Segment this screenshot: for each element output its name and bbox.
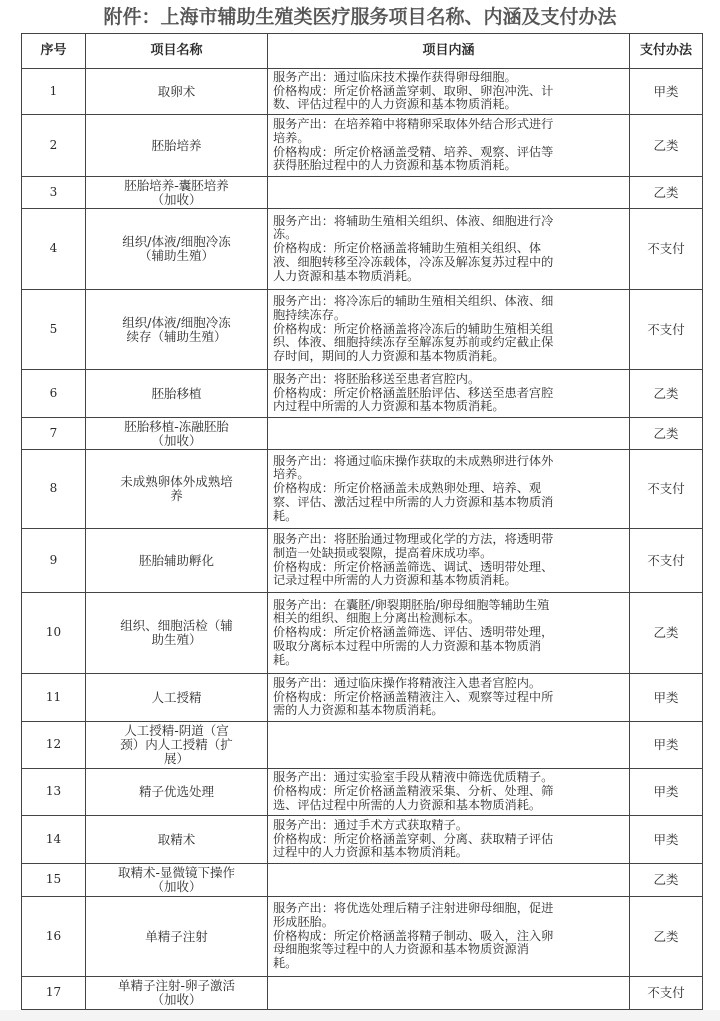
row-number: 15 bbox=[22, 864, 86, 897]
table-row bbox=[22, 529, 703, 593]
item-content-line: 需的人力资源和基本物质消耗。 bbox=[273, 703, 444, 718]
row-number: 6 bbox=[22, 370, 86, 418]
header-content: 项目内涵 bbox=[268, 34, 630, 69]
payment-method: 甲类 bbox=[630, 722, 703, 769]
item-content-line: 察、评估、激活过程中所需的人力资源和基本物质消 bbox=[273, 494, 554, 509]
table-row bbox=[22, 69, 703, 115]
item-content bbox=[268, 209, 630, 290]
header-no: 序号 bbox=[22, 34, 86, 69]
item-name-line: 取精术-显微镜下操作 bbox=[117, 865, 235, 881]
item-name bbox=[86, 418, 268, 450]
item-content bbox=[268, 864, 630, 897]
item-content-line: 存时间，期间的人力资源和基本物质消耗。 bbox=[273, 349, 505, 364]
row-number: 3 bbox=[22, 177, 86, 209]
item-content bbox=[268, 977, 630, 1010]
item-name bbox=[86, 864, 268, 897]
item-name-line: 胚胎移植 bbox=[151, 385, 202, 401]
item-name bbox=[86, 722, 268, 769]
item-name-line: 取精术 bbox=[157, 831, 196, 847]
item-content-line: 吸取分离标本过程中所需的人力资源和基本物质消 bbox=[273, 638, 542, 653]
item-name-line: （辅助生殖） bbox=[138, 248, 214, 263]
row-number: 17 bbox=[22, 977, 86, 1010]
item-content-line: 制造一处缺损或裂隙，提高着床成功率。 bbox=[273, 545, 493, 560]
item-content bbox=[268, 177, 630, 209]
row-number: 12 bbox=[22, 722, 86, 769]
row-number: 2 bbox=[22, 115, 86, 177]
service-items-table bbox=[21, 33, 703, 1010]
item-content bbox=[268, 418, 630, 450]
item-content-line: 服务产出：将胚胎移送至患者宫腔内。 bbox=[273, 371, 481, 386]
item-content bbox=[268, 722, 630, 769]
item-content-line: 培养。 bbox=[273, 467, 310, 482]
table-row bbox=[22, 722, 703, 769]
row-number: 5 bbox=[22, 290, 86, 370]
payment-method: 不支付 bbox=[630, 290, 703, 370]
item-content-line: 服务产出：在培养箱中将精卵采取体外结合形式进行 bbox=[273, 116, 554, 131]
payment-method: 乙类 bbox=[630, 418, 703, 450]
item-content-line: 服务产出：将优选处理后精子注射进卵母细胞，促进 bbox=[273, 901, 554, 915]
item-content-line: 数、评估过程中的人力资源和基本物质消耗。 bbox=[273, 97, 517, 112]
item-content-line: 母细胞浆等过程中的人力资源和基本物质资源消 bbox=[273, 942, 529, 957]
item-content-line: 价格构成：所定价格涵盖受精、培养、观察、评估等 bbox=[273, 144, 554, 159]
item-content-line: 价格构成：所定价格涵盖将精子制动、吸入，注入卵 bbox=[273, 928, 554, 943]
item-name-line: （加收） bbox=[151, 879, 202, 894]
item-name-line: 未成熟卵体外成熟培 bbox=[120, 474, 233, 490]
item-content bbox=[268, 897, 630, 977]
item-name bbox=[86, 115, 268, 177]
item-content bbox=[268, 593, 630, 674]
item-name-line: 颈）内人工授精（扩 bbox=[120, 737, 233, 753]
item-name bbox=[86, 674, 268, 722]
table-row bbox=[22, 769, 703, 816]
payment-method: 不支付 bbox=[630, 209, 703, 290]
row-number: 9 bbox=[22, 529, 86, 593]
item-content bbox=[268, 674, 630, 722]
item-name-line: （加收） bbox=[151, 432, 202, 448]
payment-method: 甲类 bbox=[630, 816, 703, 864]
row-number: 4 bbox=[22, 209, 86, 290]
item-name-line: 组织、细胞活检（辅 bbox=[120, 618, 233, 634]
item-content bbox=[268, 115, 630, 177]
item-name-line: （加收） bbox=[151, 992, 202, 1007]
item-name-line: 单精子注射 bbox=[145, 928, 208, 944]
row-number: 10 bbox=[22, 593, 86, 674]
item-name bbox=[86, 450, 268, 529]
item-name-line: 人工授精-阴道（宫 bbox=[124, 723, 229, 739]
table-row bbox=[22, 977, 703, 1010]
item-content-line: 服务产出：将辅助生殖相关组织、体液、细胞进行冷 bbox=[273, 213, 554, 228]
item-content-line: 价格构成：所定价格涵盖未成熟卵处理、培养、观 bbox=[273, 481, 542, 496]
row-number: 8 bbox=[22, 450, 86, 529]
item-name-line: 精子优选处理 bbox=[138, 784, 214, 800]
item-content-line: 人力资源和基本物质消耗。 bbox=[273, 268, 420, 283]
table-body bbox=[22, 69, 703, 1010]
item-name bbox=[86, 897, 268, 977]
item-name-line: 胚胎培养 bbox=[151, 137, 202, 153]
item-content-line: 耗。 bbox=[273, 508, 298, 523]
item-name bbox=[86, 769, 268, 816]
item-name-line: 人工授精 bbox=[151, 689, 202, 705]
item-content-line: 服务产出：将通过临床操作获取的未成熟卵进行体外 bbox=[273, 453, 554, 468]
item-content bbox=[268, 816, 630, 864]
payment-method: 不支付 bbox=[630, 977, 703, 1010]
item-content-line: 胞持续冻存。 bbox=[273, 307, 347, 322]
item-content-line: 价格构成：所定价格涵盖将冷冻后的辅助生殖相关组 bbox=[273, 321, 554, 336]
payment-method: 乙类 bbox=[630, 593, 703, 674]
item-content-line: 服务产出：将胚胎通过物理或化学的方法，将透明带 bbox=[273, 531, 554, 546]
item-content bbox=[268, 769, 630, 816]
item-name bbox=[86, 816, 268, 864]
item-name-line: 取卵术 bbox=[157, 83, 196, 99]
item-name bbox=[86, 977, 268, 1010]
payment-method: 甲类 bbox=[630, 69, 703, 115]
payment-method: 不支付 bbox=[630, 450, 703, 529]
row-number: 14 bbox=[22, 816, 86, 864]
table-row bbox=[22, 897, 703, 977]
item-name-line: 助生殖） bbox=[151, 632, 202, 647]
item-content-line: 培养。 bbox=[273, 130, 310, 145]
table-row bbox=[22, 370, 703, 418]
item-content bbox=[268, 450, 630, 529]
payment-method: 乙类 bbox=[630, 864, 703, 897]
item-content-line: 相关的组织、细胞上分离出检测标本。 bbox=[273, 611, 481, 626]
item-content-line: 价格构成：所定价格涵盖胚胎评估、移送至患者宫腔 bbox=[273, 385, 554, 400]
item-content-line: 价格构成：所定价格涵盖穿刺、取卵、卵泡冲洗、计 bbox=[273, 83, 554, 98]
item-name bbox=[86, 209, 268, 290]
item-content-line: 内过程中所需的人力资源和基本物质消耗。 bbox=[273, 399, 505, 414]
item-content bbox=[268, 529, 630, 593]
payment-method: 乙类 bbox=[630, 370, 703, 418]
page-bottom-strip bbox=[0, 1010, 720, 1021]
item-name-line: （加收） bbox=[151, 191, 202, 207]
item-name-line: 组织/体液/细胞冷冻 bbox=[122, 234, 231, 250]
item-name-line: 养 bbox=[170, 488, 183, 503]
item-content bbox=[268, 69, 630, 115]
item-name-line: 胚胎培养-囊胚培养 bbox=[124, 177, 229, 193]
item-content-line: 服务产出：通过手术方式获取精子。 bbox=[273, 817, 468, 832]
payment-method: 乙类 bbox=[630, 115, 703, 177]
row-number: 7 bbox=[22, 418, 86, 450]
table-row bbox=[22, 450, 703, 529]
table-row bbox=[22, 674, 703, 722]
header-name: 项目名称 bbox=[86, 34, 268, 69]
item-content-line: 织、体液、细胞持续冻存至解冻复苏前或约定截止保 bbox=[273, 335, 554, 350]
payment-method: 乙类 bbox=[630, 897, 703, 977]
row-number: 13 bbox=[22, 769, 86, 816]
item-name bbox=[86, 593, 268, 674]
item-content-line: 价格构成：所定价格涵盖筛选、调试、透明带处理、 bbox=[273, 559, 554, 574]
item-content-line: 价格构成：所定价格涵盖精液采集、分析、处理、筛 bbox=[273, 784, 554, 799]
item-content-line: 服务产出：通过临床操作将精液注入患者宫腔内。 bbox=[273, 675, 542, 690]
item-name-line: 展） bbox=[163, 750, 189, 766]
item-content-line: 液、细胞转移至冷冻载体，冷冻及解冻复苏过程中的 bbox=[273, 254, 554, 269]
item-content-line: 获得胚胎过程中的人力资源和基本物质消耗。 bbox=[273, 158, 517, 173]
item-name bbox=[86, 290, 268, 370]
table-row bbox=[22, 177, 703, 209]
table-row bbox=[22, 290, 703, 370]
header-pay: 支付办法 bbox=[630, 34, 703, 69]
item-content-line: 耗。 bbox=[273, 652, 298, 667]
payment-method: 不支付 bbox=[630, 529, 703, 593]
item-content bbox=[268, 370, 630, 418]
item-content-line: 价格构成：所定价格涵盖将辅助生殖相关组织、体 bbox=[273, 241, 542, 256]
table-row bbox=[22, 864, 703, 897]
row-number: 16 bbox=[22, 897, 86, 977]
item-name-line: 单精子注射-卵子激活 bbox=[117, 978, 235, 994]
item-content-line: 价格构成：所定价格涵盖穿刺、分离、获取精子评估 bbox=[273, 831, 554, 846]
payment-method: 乙类 bbox=[630, 177, 703, 209]
table-row bbox=[22, 209, 703, 290]
table-row bbox=[22, 816, 703, 864]
item-content-line: 服务产出：通过实验室手段从精液中筛选优质精子。 bbox=[273, 770, 554, 785]
payment-method: 甲类 bbox=[630, 674, 703, 722]
item-name-line: 续存（辅助生殖） bbox=[126, 328, 227, 344]
payment-method: 甲类 bbox=[630, 769, 703, 816]
item-content-line: 价格构成：所定价格涵盖精液注入、观察等过程中所 bbox=[273, 689, 554, 704]
item-name-line: 胚胎移植-冻融胚胎 bbox=[124, 418, 229, 434]
table-header-row bbox=[22, 34, 703, 69]
item-content-line: 服务产出：通过临床技术操作获得卵母细胞。 bbox=[273, 69, 517, 84]
item-content-line: 记录过程中所需的人力资源和基本物质消耗。 bbox=[273, 573, 517, 588]
item-name-line: 胚胎辅助孵化 bbox=[138, 552, 214, 568]
table-row bbox=[22, 115, 703, 177]
item-content-line: 冻。 bbox=[273, 227, 298, 242]
page-title: 附件：上海市辅助生殖类医疗服务项目名称、内涵及支付办法 bbox=[103, 6, 617, 28]
item-content-line: 服务产出：将冷冻后的辅助生殖相关组织、体液、细 bbox=[273, 294, 554, 308]
item-content-line: 价格构成：所定价格涵盖筛选、评估、透明带处理， bbox=[273, 625, 554, 640]
item-name bbox=[86, 69, 268, 115]
row-number: 11 bbox=[22, 674, 86, 722]
item-name bbox=[86, 529, 268, 593]
item-name-line: 组织/体液/细胞冷冻 bbox=[122, 314, 231, 330]
table-row bbox=[22, 593, 703, 674]
item-content-line: 形成胚胎。 bbox=[273, 914, 334, 929]
item-content-line: 耗。 bbox=[273, 956, 298, 971]
item-content-line: 过程中的人力资源和基本物质消耗。 bbox=[273, 845, 468, 860]
item-name bbox=[86, 370, 268, 418]
item-content-line: 选、评估过程中所需的人力资源和基本物质消耗。 bbox=[273, 797, 542, 812]
item-content-line: 服务产出：在囊胚/卵裂期胚胎/卵母细胞等辅助生殖 bbox=[273, 597, 550, 612]
row-number: 1 bbox=[22, 69, 86, 115]
table-row bbox=[22, 418, 703, 450]
item-name bbox=[86, 177, 268, 209]
item-content bbox=[268, 290, 630, 370]
